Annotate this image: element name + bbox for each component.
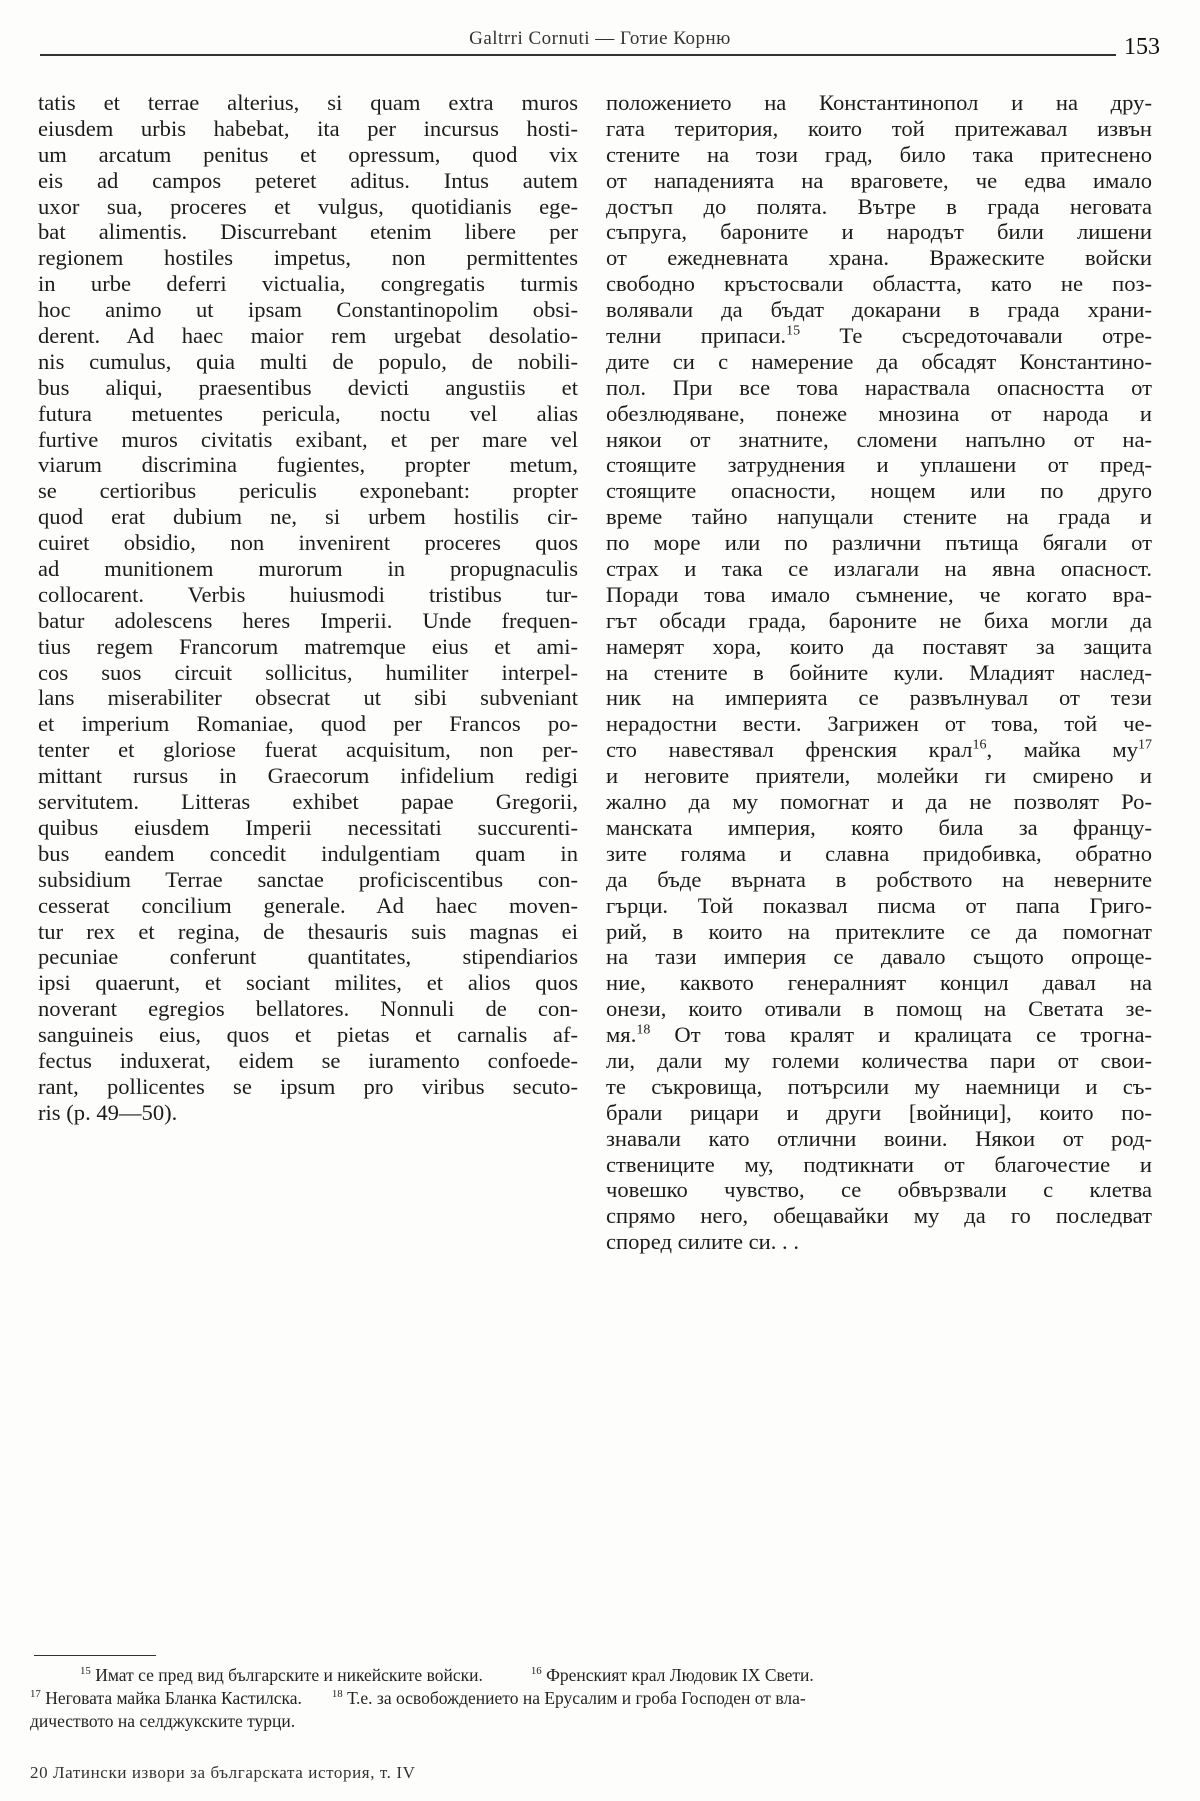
bulgarian-line: Поради това имало съмнение, че когато вра- [606, 581, 1152, 607]
footnote-ref: 18 [636, 1022, 651, 1038]
footnote-17-text: Неговата майка Бланка Кастилска. [40, 1688, 302, 1708]
latin-line: bat alimentis. Discurrebant etenim libere per [38, 219, 578, 245]
latin-line: cesserat concilium generale. Ad haec moven- [38, 892, 578, 918]
footnote-line-2 [30, 1687, 1150, 1710]
latin-line: furtive muros civitatis exibant, et per mare vel [38, 426, 578, 452]
bulgarian-line: на стените в бойните кули. Младият наслед- [606, 659, 1152, 685]
bulgarian-line: рий, в които на притеклите се да помогнат [606, 918, 1152, 944]
bulgarian-line: според силите си. . . [606, 1229, 799, 1255]
latin-line: quod erat dubium ne, si urbem hostilis cir- [38, 504, 578, 530]
bulgarian-line: гата територия, които той притежавал извън [606, 115, 1152, 141]
latin-line: subsidium Terrae sanctae proficiscentibus con- [38, 866, 578, 892]
bulgarian-line: стоящите затруднения и уплашени от пред- [606, 452, 1152, 478]
latin-line: hoc animo ut ipsam Constantinopolim obsi- [38, 297, 578, 323]
footnote-17-marker: 17 [30, 1688, 41, 1701]
latin-line: bus aliqui, praesentibus devicti angustiis et [38, 374, 578, 400]
bulgarian-line: страх и така се излагали на явна опасност. [606, 556, 1152, 582]
bulgarian-line: нерадостни вести. Загрижен от това, той че- [606, 711, 1152, 737]
latin-line: mittant rursus in Graecorum infidelium redigi [38, 763, 578, 789]
bulgarian-line: положението на Константинопол и на дру- [606, 90, 1152, 115]
latin-line: se certioribus periculis exponebant: propter [38, 478, 578, 504]
latin-line: sanguineis eius, quos et pietas et carnalis af- [38, 1022, 578, 1048]
bulgarian-line: те съкровища, потърсили му наемници и съ- [606, 1073, 1152, 1099]
bulgarian-line: мя.$^{18}$ От това кралят и кралицата се трогна- [606, 1022, 1152, 1048]
latin-line: batur adolescens heres Imperii. Unde frequen- [38, 607, 578, 633]
bulgarian-line: обезлюдяване, понеже мнозина от народа и [606, 400, 1152, 426]
running-header [40, 24, 1160, 60]
latin-line: pecuniae conferunt quantitates, stipendiarios [38, 944, 578, 970]
running-title: Galtrri Cornuti — Готие Корню [469, 28, 731, 49]
bulgarian-line: ник на империята се развълнувал от тези [606, 685, 1152, 711]
bulgarian-line: телни припаси.$^{15}$ Те съсредоточавали отре- [606, 323, 1152, 349]
footnote-16-text: Френският крал Людовик IX Свети. [541, 1665, 814, 1685]
latin-line: viarum discrimina fugientes, propter metum, [38, 452, 578, 478]
latin-line: um arcatum penitus et opressum, quod vix [38, 141, 578, 167]
latin-line: derent. Ad haec maior rem urgebat desolatio- [38, 323, 578, 349]
footnote-ref: 15 [786, 323, 801, 339]
bulgarian-line: и неговите приятели, молейки ги смирено и [606, 763, 1152, 789]
latin-line: uxor sua, proceres et vulgus, quotidianis ege- [38, 193, 578, 219]
bulgarian-line: дите си с намерение да обсадят Константино- [606, 348, 1152, 374]
latin-line: eiusdem urbis habebat, ita per incursus hosti- [38, 115, 578, 141]
bulgarian-translation-column [606, 90, 1152, 1255]
bulgarian-line: гът обсади града, бароните не биха могли да [606, 607, 1152, 633]
latin-line: fectus induxerat, eidem se iuramento confoede- [38, 1047, 578, 1073]
bulgarian-line: време тайно напущали стените на града и [606, 504, 1152, 530]
footnote-15-text: Имат се пред вид българските и никейските войски. [90, 1665, 483, 1685]
footnote-ref: 17 [1138, 737, 1153, 753]
bulgarian-line: стоящите опасности, нощем или по друго [606, 478, 1152, 504]
bulgarian-line: да бъде върната в робството на неверните [606, 866, 1152, 892]
source-line: 20 Латински извори за българската история, т. IV [30, 1763, 416, 1782]
latin-line: regionem hostiles impetus, non permittentes [38, 245, 578, 271]
latin-line: collocarent. Verbis huiusmodi tristibus tur- [38, 581, 578, 607]
bulgarian-line: ли, дали му големи количества пари от свои- [606, 1047, 1152, 1073]
bulgarian-line: жално да му помогнат и да не позволят Ро- [606, 789, 1152, 815]
bulgarian-line: от нападенията на враговете, че едва имало [606, 167, 1152, 193]
bulgarian-line: знавали като отлични воини. Някои от род- [606, 1125, 1152, 1151]
footnote-18-marker: 18 [331, 1688, 343, 1701]
latin-line: lans miserabiliter obsecrat ut sibi subveniant [38, 685, 578, 711]
bulgarian-line: гърци. Той показвал писма от папа Григо- [606, 892, 1152, 918]
latin-line: servitutem. Litteras exhibet papae Gregorii, [38, 789, 578, 815]
latin-line: nis cumulus, quia multi de populo, de nobili- [38, 348, 578, 374]
bulgarian-line: пол. При все това нараствала опасността от [606, 374, 1152, 400]
bulgarian-line: зите голяма и славна придобивка, обратно [606, 840, 1152, 866]
bulgarian-line: на тази империя се давало същото опроще- [606, 944, 1152, 970]
bulgarian-line: по море или по различни пътища бягали от [606, 530, 1152, 556]
latin-line: tius regem Francorum matremque eius et ami- [38, 633, 578, 659]
bulgarian-line: ние, каквото генералният концил давал на [606, 970, 1152, 996]
header-rule [40, 54, 1116, 56]
latin-line: tenter et gloriose fuerat acquisitum, non per- [38, 737, 578, 763]
footnote-line-1 [30, 1664, 1150, 1687]
latin-line: noverant egregios bellatores. Nonnuli de con- [38, 996, 578, 1022]
footnote-16-marker: 16 [530, 1665, 542, 1678]
latin-line: futura metuentes pericula, noctu vel alias [38, 400, 578, 426]
bulgarian-line: от ежедневната храна. Вражеските войски [606, 245, 1152, 271]
latin-line: ad munitionem murorum in propugnaculis [38, 556, 578, 582]
page-number: 153 [1124, 34, 1160, 60]
footnote-18-text: Т.е. за освобождението на Ерусалим и гроба Господен от вла- [342, 1688, 806, 1708]
footnotes [30, 1664, 1150, 1733]
latin-text-column [38, 90, 578, 1126]
bulgarian-line: съпруга, бароните и народът били лишени [606, 219, 1152, 245]
footnote-ref: 16 [972, 737, 987, 753]
footnote-15-marker: 15 [80, 1665, 91, 1678]
bulgarian-line: човешко чувство, се обвързвали с клетва [606, 1177, 1152, 1203]
bulgarian-line: ствениците му, подтикнати от благочестие и [606, 1151, 1152, 1177]
bulgarian-line: волявали да бъдат докарани в града храни- [606, 297, 1152, 323]
footnote-rule [34, 1655, 156, 1656]
bulgarian-line: стените на този град, било така притеснено [606, 141, 1152, 167]
bulgarian-line: онези, които отивали в помощ на Светата зе- [606, 996, 1152, 1022]
bulgarian-line: достъп до полята. Вътре в града неговата [606, 193, 1152, 219]
bulgarian-line: спрямо него, обещавайки му да го последват [606, 1203, 1152, 1229]
latin-line: et imperium Romaniae, quod per Francos po- [38, 711, 578, 737]
latin-line: tatis et terrae alterius, si quam extra muros [38, 90, 578, 115]
latin-line: rant, pollicentes se ipsum pro viribus secuto- [38, 1073, 578, 1099]
bulgarian-line: свободно кръстосвали областта, като не поз- [606, 271, 1152, 297]
latin-line: bus eandem concedit indulgentiam quam in [38, 840, 578, 866]
bulgarian-line: брали рицари и други [войници], които по- [606, 1099, 1152, 1125]
bulgarian-line: намерят хора, които да поставят за защита [606, 633, 1152, 659]
latin-line: tur rex et regina, de thesauris suis magnas ei [38, 918, 578, 944]
latin-line: eis ad campos peteret aditus. Intus autem [38, 167, 578, 193]
latin-line: cuiret obsidio, non invenirent proceres quos [38, 530, 578, 556]
bulgarian-line: манската империя, която била за францу- [606, 814, 1152, 840]
bulgarian-line: сто навестявал френския крал$^{16}$, майка $му^{17}$ [606, 737, 1153, 763]
latin-line: cos suos circuit sollicitus, humiliter interpel- [38, 659, 578, 685]
latin-line: quibus eiusdem Imperii necessitati succurenti- [38, 814, 578, 840]
latin-line: ris (p. 49—50). [38, 1099, 178, 1125]
latin-line: in urbe deferri victualia, congregatis turmis [38, 271, 578, 297]
bulgarian-line: някои от знатните, сломени напълно от на- [606, 426, 1152, 452]
footnote-continuation: дичеството на селджукските турци. [30, 1711, 296, 1731]
latin-line: ipsi quaerunt, et sociant milites, et alios quos [38, 970, 578, 996]
